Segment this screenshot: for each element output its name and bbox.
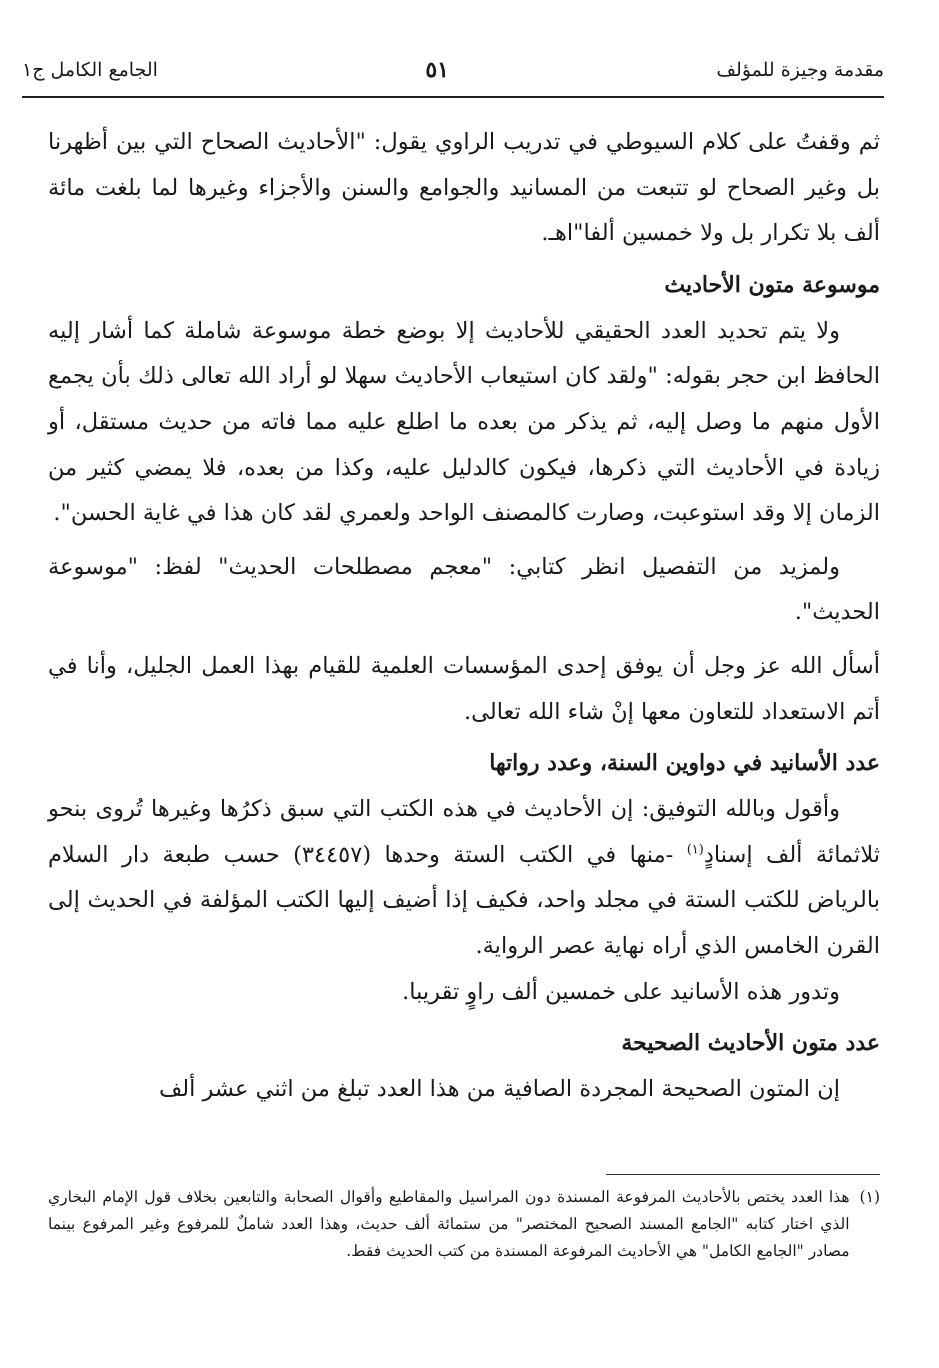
paragraph-text: -منها في الكتب الستة وحدها (٣٤٤٥٧) حسب طبعة دار السلام بالرياض للكتب الستة في مجلد واحد، فكيف إذا أضيف إليها الكتب المؤلفة في الحديث إلى القرن الخامس الذي أراه نهاية عصر الرواية. [48,841,880,959]
paragraph: إن المتون الصحيحة المجردة الصافية من هذا العدد تبلغ من اثني عشر ألف [158,1076,840,1103]
header-book-title: الجامع الكامل ج١ [22,59,158,81]
footnote-text: هذا العدد يختص بالأحاديث المرفوعة المسندة دون المراسيل والمقاطيع وأقوال الصحابة والتابعين بخلاف قول الإمام البخاري الذي اختار كتابه "الجامع المسند الصحيح المختصر" من ستمائة ألف حديث، وهذا العدد شاملٌ للمرفوع وغير المرفوع بينما مصادر "الجامع الكامل" هي الأحاديث المرفوعة المسندة من كتب الحديث فقط. [48,1188,850,1260]
paragraph: ثم وقفتُ على كلام السيوطي في تدريب الراوي يقول: "الأحاديث الصحاح التي بين أظهرنا بل وغير الصحاح لو تتبعت من المسانيد والجوامع والسنن والأجزاء وغيرها لما بلغت مائة ألف بلا تكرار بل ولا خمسين ألفا"اهـ. [48,129,880,247]
paragraph [48,787,880,969]
section-heading: موسوعة متون الأحاديث [664,271,880,298]
footnote-reference[interactable]: (١) [686,842,704,858]
paragraph-text: وأقول وبالله التوفيق: إن الأحاديث في هذه الكتب التي سبق ذكرُها وغيرها تُروى بنحو ثلاثمائة ألف إسنادٍ [48,796,881,868]
paragraph: وتدور هذه الأسانيد على خمسين ألف راوٍ تقريبا. [402,978,840,1005]
footnote [48,1184,880,1265]
header-divider [22,96,884,98]
page-number: ٥١ [425,57,449,83]
section-heading: عدد الأسانيد في دواوين السنة، وعدد رواتها [489,750,880,777]
main-text [48,120,880,1113]
paragraph: ولا يتم تحديد العدد الحقيقي للأحاديث إلا بوضع خطة موسوعة شاملة كما أشار إليه الحافظ ابن حجر بقوله: "ولقد كان استيعاب الأحاديث سهلا لو أراد الله تعالى ذلك بأن يجمع الأول منهم ما وصل إليه، ثم يذكر من بعده ما اطلع عليه مما فاته من حديث مستقل، أو زيادة في الأحاديث التي ذكرها، فيكون كالدليل عليه، وكذا من بعده، فلا يمضي كثير من الزمان إلا وقد استوعبت، وصارت كالمصنف الواحد ولعمري لقد كان هذا في غاية الحسن". [48,317,880,527]
section-heading: عدد متون الأحاديث الصحيحة [621,1030,880,1057]
paragraph: أسأل الله عز وجل أن يوفق إحدى المؤسسات العلمية للقيام بهذا العمل الجليل، وأنا في أتم الاستعداد للتعاون معها إنْ شاء الله تعالى. [48,652,880,725]
running-header [22,50,884,90]
footnote-divider [606,1174,880,1175]
header-section-title: مقدمة وجيزة للمؤلف [716,59,884,81]
paragraph: ولمزيد من التفصيل انظر كتابي: "معجم مصطلحات الحديث" لفظ: "موسوعة الحديث". [48,553,880,626]
footnote-mark: (١) [859,1188,880,1206]
